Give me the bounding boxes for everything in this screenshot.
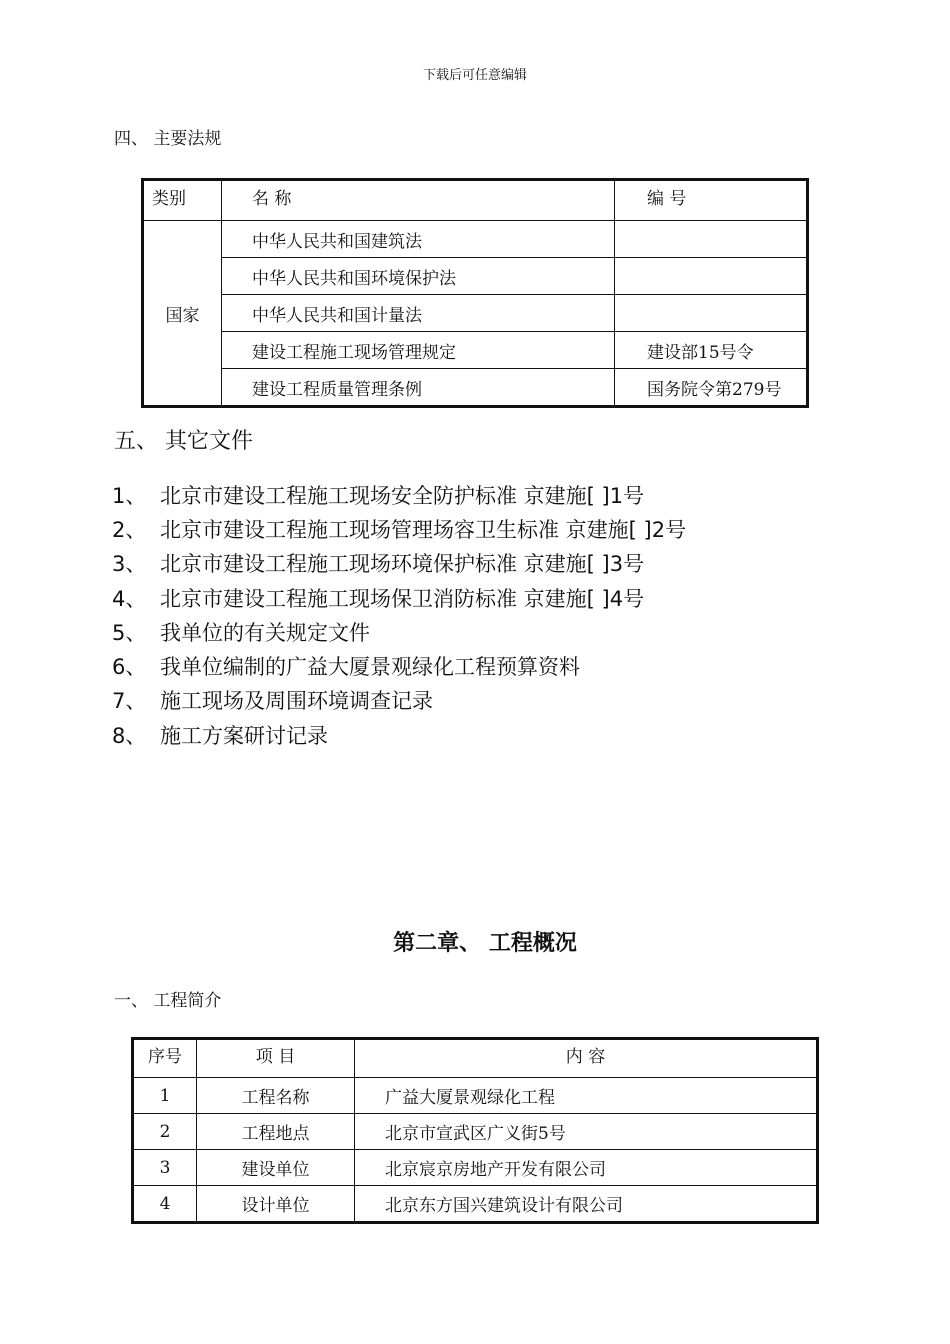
table-row — [143, 332, 808, 369]
header-item: 项 目 — [197, 1039, 355, 1078]
law-name-cell: 中华人民共和国环境保护法 — [222, 258, 615, 295]
row-no-cell: 1 — [133, 1078, 197, 1114]
law-name-cell: 建设工程施工现场管理规定 — [222, 332, 615, 369]
table-row — [143, 369, 808, 407]
row-no-cell: 3 — [133, 1150, 197, 1186]
law-name-cell: 中华人民共和国计量法 — [222, 295, 615, 332]
header-name: 名 称 — [222, 180, 615, 221]
table-header-row — [143, 180, 808, 221]
list-item-number: 6、 — [112, 655, 147, 679]
table-row — [133, 1114, 818, 1150]
page-header-note: 下载后可任意编辑 — [422, 68, 527, 83]
law-number-cell: 建设部15号令 — [615, 332, 808, 369]
law-number-cell — [615, 258, 808, 295]
list-item — [112, 480, 644, 510]
list-item-number: 7、 — [112, 689, 147, 713]
section-1-heading: 一、 工程简介 — [114, 991, 222, 1011]
law-number-cell — [615, 221, 808, 258]
law-number-cell — [615, 295, 808, 332]
law-name-cell: 建设工程质量管理条例 — [222, 369, 615, 407]
section-5-heading: 五、 其它文件 — [114, 429, 253, 454]
list-item-number: 5、 — [112, 621, 147, 645]
list-item-number: 4、 — [112, 587, 147, 611]
list-item-number: 8、 — [112, 724, 147, 748]
list-item — [112, 514, 686, 544]
category-cell: 国家 — [143, 221, 222, 407]
table-header-row — [133, 1039, 818, 1078]
table-row — [133, 1186, 818, 1223]
row-item-cell: 工程名称 — [197, 1078, 355, 1114]
list-item-number: 3、 — [112, 552, 147, 576]
table-row — [133, 1150, 818, 1186]
row-content-cell: 广益大厦景观绿化工程 — [355, 1078, 818, 1114]
list-item — [112, 651, 580, 681]
list-item-text: 北京市建设工程施工现场安全防护标准 京建施[ ]1号 — [160, 484, 645, 508]
list-item-number: 1、 — [112, 484, 147, 508]
header-category: 类别 — [143, 180, 222, 221]
row-item-cell: 设计单位 — [197, 1186, 355, 1223]
table-row — [133, 1078, 818, 1114]
row-no-cell: 2 — [133, 1114, 197, 1150]
list-item — [112, 583, 644, 613]
regulations-table — [141, 178, 809, 408]
row-item-cell: 工程地点 — [197, 1114, 355, 1150]
list-item — [112, 685, 433, 715]
list-item-text: 北京市建设工程施工现场保卫消防标准 京建施[ ]4号 — [160, 587, 645, 611]
list-item-text: 北京市建设工程施工现场环境保护标准 京建施[ ]3号 — [160, 552, 645, 576]
law-number-cell: 国务院令第279号 — [615, 369, 808, 407]
list-item — [112, 720, 328, 750]
table-row — [143, 221, 808, 258]
law-name-cell: 中华人民共和国建筑法 — [222, 221, 615, 258]
section-4-heading: 四、 主要法规 — [114, 129, 222, 149]
header-no: 序号 — [133, 1039, 197, 1078]
header-content: 内 容 — [355, 1039, 818, 1078]
chapter-title: 第二章、 工程概况 — [393, 931, 577, 956]
row-no-cell: 4 — [133, 1186, 197, 1223]
row-content-cell: 北京宸京房地产开发有限公司 — [355, 1150, 818, 1186]
list-item-text: 施工现场及周围环境调查记录 — [160, 689, 433, 713]
list-item-text: 我单位的有关规定文件 — [160, 621, 370, 645]
list-item-text: 施工方案研讨记录 — [160, 724, 328, 748]
list-item-text: 北京市建设工程施工现场管理场容卫生标准 京建施[ ]2号 — [160, 518, 687, 542]
row-content-cell: 北京东方国兴建筑设计有限公司 — [355, 1186, 818, 1223]
list-item-text: 我单位编制的广益大厦景观绿化工程预算资料 — [160, 655, 580, 679]
table-row — [143, 258, 808, 295]
header-number: 编 号 — [615, 180, 808, 221]
project-summary-table — [131, 1037, 819, 1224]
row-item-cell: 建设单位 — [197, 1150, 355, 1186]
table-row — [143, 295, 808, 332]
list-item — [112, 548, 644, 578]
row-content-cell: 北京市宣武区广义街5号 — [355, 1114, 818, 1150]
list-item-number: 2、 — [112, 518, 147, 542]
list-item — [112, 617, 370, 647]
